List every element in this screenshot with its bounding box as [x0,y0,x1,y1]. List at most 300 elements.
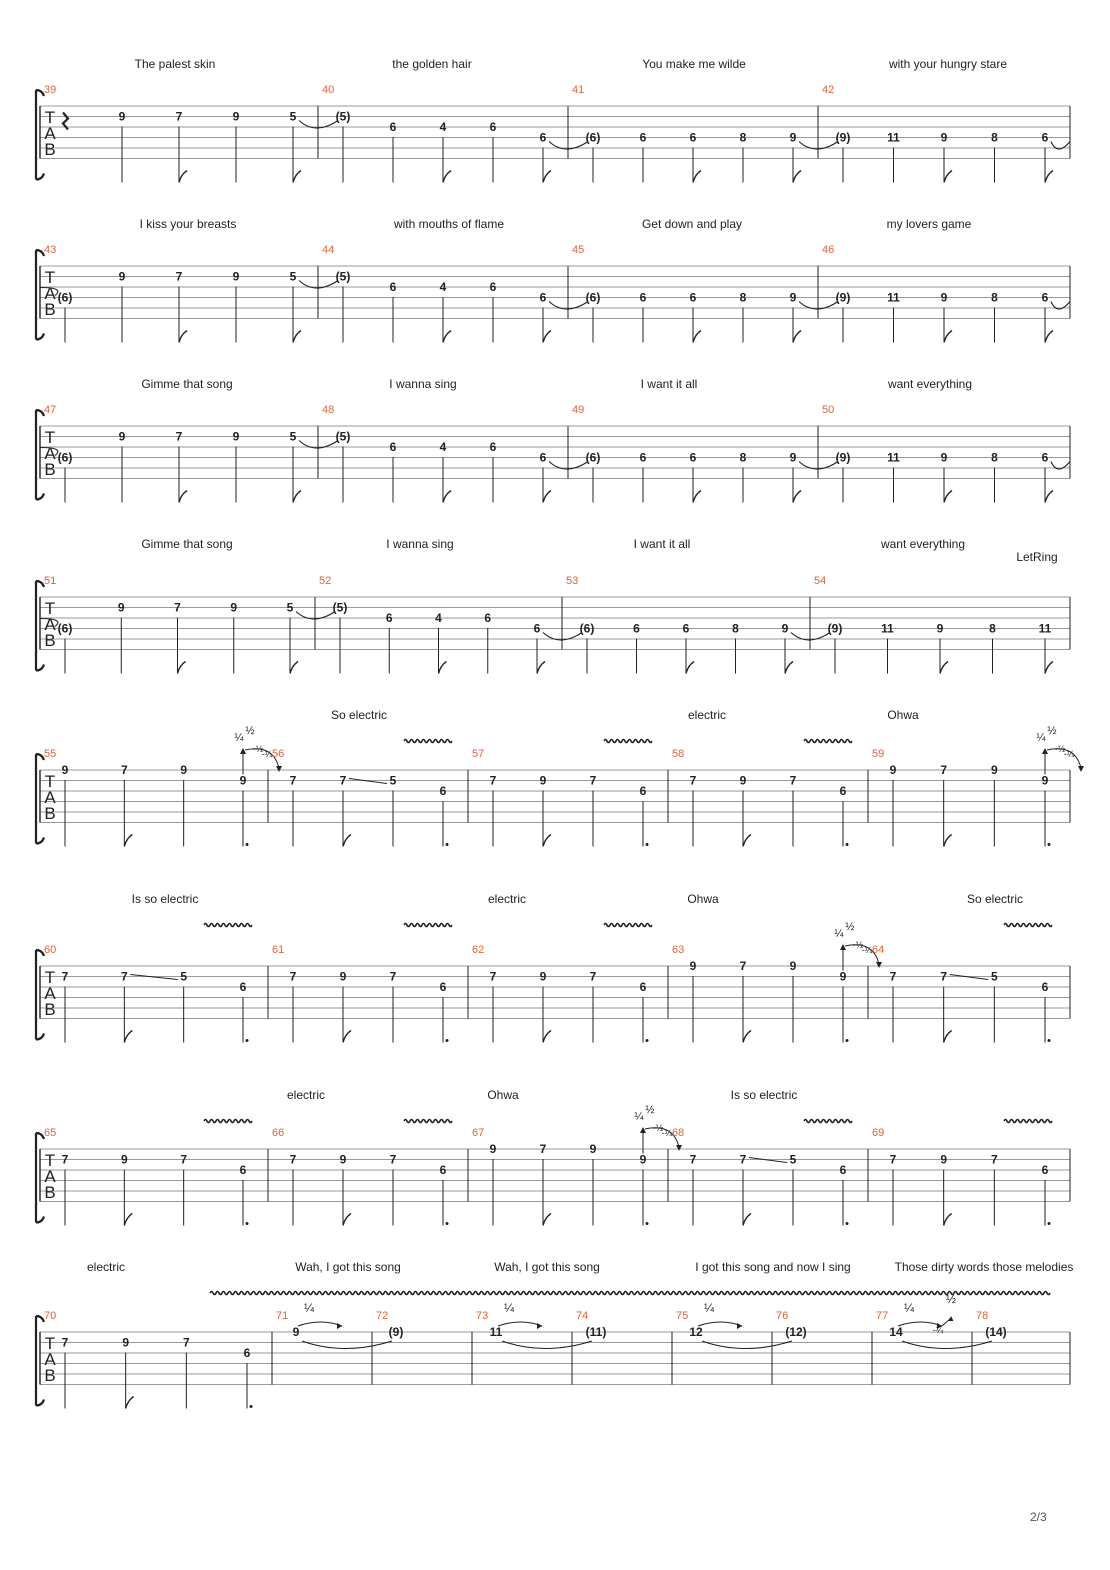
fret-number: 5 [289,429,297,444]
fret-number: 9 [120,1152,128,1167]
tab-clef-letter: A [44,124,56,143]
measure-number: 62 [472,944,485,956]
vibrato-mark [210,1292,1050,1295]
fret-number: 6 [639,450,647,465]
fret-number: 6 [1041,1163,1049,1177]
fret-number: 5 [289,269,297,284]
fret-number: 9 [118,429,126,444]
measure-number: 63 [672,944,685,956]
lyric-text: Ohwa [887,708,919,722]
fret-number: 9 [489,1142,497,1156]
note-dot [446,1222,449,1225]
note-dot [1048,1222,1051,1225]
bend-arrow-icon [1042,748,1048,754]
note-flag [793,331,801,343]
fret-number: 9 [639,1152,647,1167]
fret-number: 9 [117,600,125,615]
page-number: 2/3 [1030,1510,1047,1524]
fret-number: 6 [539,450,547,465]
fret-number: 7 [61,1152,69,1167]
fret-number: 7 [175,269,183,284]
fret-number: 6 [489,120,497,134]
fret-number: 9 [232,109,240,124]
tab-clef-letter: A [44,984,56,1003]
fret-number: 11 [887,450,900,465]
fret-number: 9 [940,290,948,305]
note-flag [743,835,751,847]
fret-number: 9 [781,621,789,636]
note-flag [1045,491,1053,503]
tab-clef-letter: T [44,108,56,127]
lyric-text: my lovers game [886,217,972,231]
measure-number: 49 [572,404,585,416]
bend-arrow-icon [840,944,846,950]
bend-curve [498,1322,542,1326]
fret-number: 5 [289,109,297,124]
vibrato-mark [404,1120,452,1123]
fret-number: 11 [1038,621,1052,636]
tab-clef-letter: T [44,268,56,287]
fret-number: 8 [739,450,747,465]
note-flag [785,662,793,674]
measure-number: 65 [44,1127,57,1139]
tab-clef-letter: T [44,772,56,791]
note-flag [124,835,132,847]
note-flag [179,491,187,503]
lyric-text: electric [286,1088,326,1102]
bend-amount: ½ [845,921,855,933]
let-ring-annotation: LetRing [1016,550,1058,564]
fret-number: 7 [61,1335,69,1350]
measure-number: 77 [876,1310,889,1322]
fret-number: 6 [389,440,397,454]
fret-number: 8 [991,450,998,465]
fret-number: 7 [789,773,797,788]
tab-clef-letter: B [44,300,56,319]
note-flag [743,1031,751,1043]
fret-number: 11 [881,621,894,636]
tab-clef-letter: A [44,788,56,807]
note-flag [290,662,298,674]
measure-number: 46 [822,244,835,256]
lyric-text: with mouths of flame [393,217,505,231]
note-flag [1045,662,1053,674]
fret-number: 6 [1041,130,1049,145]
fret-number: 11 [887,290,900,305]
fret-number: 9 [589,1142,597,1156]
note-flag [343,1214,351,1226]
fret-number: 7 [889,1152,897,1167]
fret-number: 9 [292,1325,300,1339]
note-flag [124,1031,132,1043]
measure-number: 67 [472,1127,485,1139]
bend-arrow-icon [276,766,282,772]
fret-number: 9 [122,1335,130,1350]
note-flag [343,835,351,847]
vibrato-mark [204,924,252,927]
note-flag [944,171,952,183]
note-dot [246,1222,249,1225]
fret-number: 6 [489,280,497,294]
note-flag [443,331,451,343]
fret-number: 6 [689,450,697,465]
note-flag [944,331,952,343]
fret-number: 9 [232,269,240,284]
fret-number: 8 [739,130,747,145]
fret-number: 6 [389,120,397,134]
lyric-text: Is so electric [131,892,199,906]
fret-number: (6) [57,450,73,465]
fret-number: 6 [243,1346,251,1360]
fret-number: 5 [789,1152,797,1167]
fret-number: 6 [539,290,547,305]
fret-number: 6 [533,621,541,636]
tab-clef-letter: A [44,1350,56,1369]
note-flag [543,331,551,343]
bend-amount: ½ [245,725,255,737]
lyric-text: Wah, I got this song [494,1260,600,1274]
fret-number: 7 [990,1152,998,1167]
note-flag [944,835,952,847]
tab-clef-letter: A [44,615,56,634]
fret-number: 7 [120,969,128,984]
fret-number: 9 [940,450,948,465]
fret-number: 11 [887,130,900,145]
fret-number: (5) [335,429,351,444]
lyric-text: So electric [966,892,1024,906]
note-dot [1048,1039,1051,1042]
tab-clef-letter: B [44,460,56,479]
fret-number: 9 [789,450,797,465]
fret-number: 6 [539,130,547,145]
bend-amount: ¼ [834,928,844,940]
fret-number: (5) [335,109,351,124]
fret-number: 9 [1041,773,1049,788]
lyric-text: Wah, I got this song [295,1260,401,1274]
lyric-text: The palest skin [134,57,216,71]
lyric-text: I want it all [633,537,691,551]
lyric-text: Is so electric [730,1088,798,1102]
vibrato-mark [204,1120,252,1123]
fret-number: 6 [1041,290,1049,305]
fret-number: 7 [175,109,183,124]
fret-number: 5 [990,969,998,984]
fret-number: 9 [539,969,547,984]
bend-arrow-icon [240,748,246,754]
vibrato-mark [1004,924,1052,927]
measure-number: 45 [572,244,585,256]
fret-number: 9 [789,959,797,973]
fret-number: 8 [991,130,998,145]
bend-amount: -½ [852,940,864,950]
measure-number: 73 [476,1310,489,1322]
measure-number: 56 [272,748,285,760]
note-flag [343,1031,351,1043]
bend-amount: ¼ [234,732,244,744]
fret-number: 7 [339,773,347,788]
fret-number: 7 [940,969,948,984]
vibrato-mark [604,740,652,743]
note-dot [246,843,249,846]
measure-number: 70 [44,1310,57,1322]
fret-number: 7 [889,969,897,984]
bend-amount: ½ [945,1292,957,1306]
fret-number: 6 [239,980,247,994]
tab-clef-letter: T [44,1334,56,1353]
fret-number: (6) [585,130,601,145]
lyric-text: the golden hair [392,57,472,71]
fret-number: 6 [484,611,492,625]
bend-amount: ½ [645,1104,655,1116]
fret-number: 7 [739,959,747,973]
bend-arrow-icon [640,1127,646,1133]
fret-number: 9 [689,959,697,973]
lyric-text: Gimme that song [141,537,233,551]
fret-number: 9 [232,429,240,444]
note-flag [743,1214,751,1226]
measure-number: 53 [566,575,579,587]
fret-number: (6) [579,621,595,636]
fret-number: 7 [489,969,497,984]
fret-number: 4 [439,120,447,134]
measure-number: 72 [376,1310,389,1322]
note-flag [293,331,301,343]
fret-number: 6 [839,1163,847,1177]
fret-number: 6 [239,1163,247,1177]
bend-arrow-icon [537,1323,542,1329]
fret-number: 7 [689,1152,697,1167]
note-flag [944,491,952,503]
fret-number: 6 [682,621,690,636]
note-flag [1045,331,1053,343]
measure-number: 78 [976,1310,989,1322]
fret-number: 9 [789,130,797,145]
note-flag [944,1031,952,1043]
lyric-text: I kiss your breasts [139,217,237,231]
fret-number: 9 [230,600,238,615]
fret-number: 7 [389,969,397,984]
note-flag [944,1214,952,1226]
bend-amount: -½ [252,744,264,754]
fret-number: 6 [633,621,640,636]
note-flag [543,171,551,183]
bend-amount: -¼ [261,749,273,759]
note-dot [646,843,649,846]
bend-amount: -¼ [661,1128,673,1138]
bend-curve [298,1322,342,1326]
fret-number: 9 [936,621,944,636]
measure-number: 74 [576,1310,589,1322]
measure-number: 47 [44,404,57,416]
tab-clef-letter: B [44,1366,56,1385]
note-dot [646,1039,649,1042]
note-flag [940,662,948,674]
note-dot [846,1222,849,1225]
fret-number: 9 [739,773,747,788]
fret-number: 6 [439,784,447,798]
measure-number: 60 [44,944,57,956]
measure-number: 50 [822,404,835,416]
measure-number: 40 [322,84,335,96]
fret-number: 6 [839,784,847,798]
fret-number: (5) [332,600,348,615]
tab-clef-letter: B [44,804,56,823]
measure-number: 76 [776,1310,789,1322]
bend-curve [698,1322,742,1326]
fret-number: 5 [286,600,294,615]
fret-number: (11) [585,1325,607,1339]
fret-number: 9 [990,763,998,777]
fret-number: 9 [539,773,547,788]
fret-number: 6 [1041,980,1049,994]
note-flag [126,1397,134,1409]
fret-number: (9) [827,621,843,636]
measure-number: 54 [814,575,827,587]
note-dot [246,1039,249,1042]
lyric-text: want everything [880,537,966,551]
fret-number: 8 [991,290,998,305]
fret-number: 9 [339,1152,347,1167]
bend-amount: -½ [1054,744,1066,754]
bend-amount: -¼ [932,1325,944,1335]
measure-number: 66 [272,1127,285,1139]
fret-number: 8 [732,621,739,636]
vibrato-mark [404,924,452,927]
lyric-text: Gimme that song [141,377,233,391]
note-flag [537,662,545,674]
fret-number: 7 [182,1335,190,1350]
measure-number: 41 [572,84,585,96]
note-dot [446,843,449,846]
note-flag [693,171,701,183]
lyric-text: You make me wilde [642,57,746,71]
fret-number: 9 [339,969,347,984]
bend-arrow-icon [1078,766,1084,772]
fret-number: (6) [57,290,73,305]
lyric-text: Get down and play [641,217,743,231]
note-flag [178,662,186,674]
measure-number: 64 [872,944,885,956]
tab-clef-letter: B [44,140,56,159]
bend-amount: ¼ [903,1301,915,1315]
bend-amount: ¼ [303,1301,315,1315]
fret-number: 6 [689,290,697,305]
vibrato-mark [804,740,852,743]
measure-number: 39 [44,84,57,96]
fret-number: (9) [835,450,851,465]
lyric-text: want everything [887,377,973,391]
fret-number: 4 [435,611,442,625]
tab-clef-letter: T [44,599,56,618]
fret-number: 4 [439,440,447,454]
fret-number: 6 [639,784,647,798]
note-flag [793,491,801,503]
lyric-text: electric [687,708,727,722]
fret-number: 14 [889,1325,903,1339]
measure-number: 69 [872,1127,885,1139]
lyric-text: with your hungry stare [888,57,1008,71]
lyric-text: electric [487,892,527,906]
fret-number: 5 [180,969,188,984]
fret-number: 7 [589,773,597,788]
bend-amount: ¼ [634,1111,644,1123]
note-flag [124,1214,132,1226]
note-flag [686,662,694,674]
fret-number: 9 [118,109,126,124]
fret-number: 7 [940,763,948,777]
lyric-text: I got this song and now I sing [695,1260,851,1274]
fret-number: 11 [489,1325,503,1339]
fret-number: (14) [985,1325,1007,1339]
note-flag [543,1214,551,1226]
lyric-text: I wanna sing [386,537,454,551]
measure-number: 68 [672,1127,685,1139]
tab-clef-letter: T [44,1151,56,1170]
fret-number: 7 [689,773,697,788]
note-flag [293,171,301,183]
fret-number: (9) [388,1325,404,1339]
tab-clef-letter: B [44,1000,56,1019]
bend-amount: ½ [1047,725,1057,737]
fret-number: 6 [439,980,447,994]
fret-number: 7 [120,763,128,777]
fret-number: (9) [835,290,851,305]
measure-number: 59 [872,748,885,760]
lyric-text: Those dirty words those melodies [894,1260,1074,1274]
vibrato-mark [804,1120,852,1123]
fret-number: 9 [940,1152,948,1167]
lyric-text: Ohwa [487,1088,519,1102]
fret-number: 7 [739,1152,747,1167]
fret-number: 7 [539,1142,547,1156]
fret-number: 12 [689,1325,703,1339]
fret-number: (9) [835,130,851,145]
measure-number: 57 [472,748,485,760]
fret-number: 7 [389,1152,397,1167]
fret-number: 6 [1041,450,1049,465]
fret-number: 9 [239,773,247,788]
note-flag [443,491,451,503]
fret-number: 6 [389,280,397,294]
fret-number: 7 [489,773,497,788]
note-flag [793,171,801,183]
note-flag [543,1031,551,1043]
fret-number: 6 [639,290,647,305]
measure-number: 71 [276,1310,289,1322]
note-flag [293,491,301,503]
note-dot [846,1039,849,1042]
vibrato-mark [604,924,652,927]
fret-number: 7 [289,1152,297,1167]
fret-number: 6 [689,130,697,145]
fret-number: 7 [589,969,597,984]
bend-amount: -¼ [861,945,873,955]
measure-number: 44 [322,244,335,256]
bend-arrow-icon [949,1316,954,1321]
note-flag [179,171,187,183]
note-dot [646,1222,649,1225]
lyric-text: I want it all [640,377,698,391]
fret-number: 9 [789,290,797,305]
fret-number: 6 [639,980,647,994]
fret-number: (6) [585,290,601,305]
fret-number: 9 [940,130,948,145]
measure-number: 42 [822,84,835,96]
fret-number: (6) [57,621,73,636]
bend-amount: ¼ [703,1301,715,1315]
fret-number: 6 [439,1163,447,1177]
fret-number: 9 [889,763,897,777]
